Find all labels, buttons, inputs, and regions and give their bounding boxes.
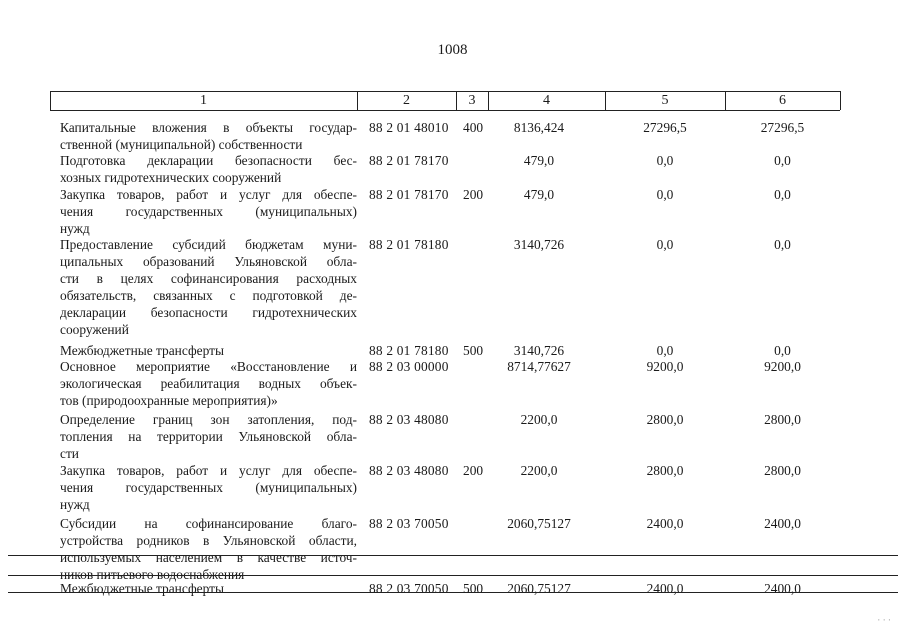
description-line: Предоставление субсидий бюджетам муни- — [60, 237, 357, 252]
description-line: ципальных образований Ульяновской обла- — [60, 254, 357, 269]
description-line: Субсидии на софинансирование благо- — [60, 516, 357, 531]
row-code: 88 2 03 48080 — [369, 463, 449, 478]
description-line: ственной (муниципальной) собственности — [60, 137, 303, 152]
separator-line — [8, 575, 898, 576]
row-description — [60, 186, 357, 237]
scan-dots: ⋅ ⋅ ⋅ — [877, 615, 891, 625]
column-header-3: 3 — [468, 93, 476, 108]
row-value-col5: 0,0 — [656, 343, 674, 358]
description-line: ников питьевого водоснабжения — [60, 567, 245, 582]
row-expense-type: 500 — [463, 581, 484, 596]
row-value-col4: 2200,0 — [520, 412, 558, 427]
header-divider — [840, 91, 841, 110]
row-value-col6: 0,0 — [774, 153, 791, 168]
row-description — [60, 580, 357, 597]
header-top-border — [50, 91, 840, 92]
row-value-col5: 0,0 — [656, 187, 674, 202]
row-value-col5: 27296,5 — [643, 120, 687, 135]
row-value-col5: 2800,0 — [646, 412, 684, 427]
row-code: 88 2 03 48080 — [369, 412, 449, 427]
row-value-col5: 2400,0 — [646, 516, 684, 531]
column-header-5: 5 — [661, 93, 669, 108]
row-value-col4: 3140,726 — [513, 237, 565, 252]
description-line: экологическая реабилитация водных объек- — [60, 376, 357, 391]
description-line: Капитальные вложения в объекты государ- — [60, 120, 357, 135]
column-header-6: 6 — [779, 93, 786, 108]
row-description — [60, 358, 357, 409]
description-line: нужд — [60, 221, 90, 236]
row-description — [60, 342, 357, 359]
description-line: Определение границ зон затопления, под- — [60, 412, 357, 427]
row-value-col4: 479,0 — [523, 153, 555, 168]
description-line: топления на территории Ульяновской обла- — [60, 429, 357, 444]
separator-line — [8, 592, 898, 593]
row-value-col4: 8136,424 — [513, 120, 565, 135]
description-line: декларации безопасности гидротехнических — [60, 305, 357, 320]
row-code: 88 2 01 78180 — [369, 343, 449, 358]
row-value-col6: 0,0 — [774, 343, 791, 358]
description-line: обязательств, связанных с подготовкой де- — [60, 288, 357, 303]
column-header-2: 2 — [403, 93, 410, 108]
row-value-col5: 9200,0 — [646, 359, 684, 374]
row-value-col5: 0,0 — [656, 237, 674, 252]
description-line: Закупка товаров, работ и услуг для обеспе- — [60, 463, 357, 478]
row-expense-type: 500 — [463, 343, 484, 358]
row-code: 88 2 01 78170 — [369, 187, 449, 202]
description-line: чения государственных (муниципальных) — [60, 204, 357, 219]
row-value-col6: 2400,0 — [764, 516, 801, 531]
row-value-col5: 2400,0 — [646, 581, 684, 596]
header-bottom-border — [50, 110, 840, 111]
description-line: устройства родников в Ульяновской области, — [60, 533, 357, 548]
row-value-col4: 479,0 — [523, 187, 555, 202]
row-value-col6: 0,0 — [774, 237, 791, 252]
row-value-col6: 2400,0 — [764, 581, 801, 596]
column-header-4: 4 — [543, 93, 550, 108]
row-code: 88 2 03 70050 — [369, 581, 449, 596]
row-value-col4: 2060,75127 — [507, 516, 571, 531]
row-value-col6: 0,0 — [774, 187, 791, 202]
page-number: 1008 — [437, 42, 468, 58]
row-value-col4: 3140,726 — [513, 343, 565, 358]
row-code: 88 2 03 00000 — [369, 359, 449, 374]
description-line: Закупка товаров, работ и услуг для обеспе- — [60, 187, 357, 202]
description-line: Межбюджетные трансферты — [60, 581, 224, 596]
row-description — [60, 462, 357, 513]
row-value-col4: 2200,0 — [520, 463, 558, 478]
description-line: сти — [60, 446, 79, 461]
description-line: хозных гидротехнических сооружений — [60, 170, 282, 185]
row-description — [60, 236, 357, 338]
row-expense-type: 200 — [463, 187, 484, 202]
row-expense-type: 400 — [463, 120, 484, 135]
description-line: Межбюджетные трансферты — [60, 343, 224, 358]
row-expense-type: 200 — [463, 463, 484, 478]
description-line: сти в целях софинансирования расходных — [60, 271, 357, 286]
description-line: сооружений — [60, 322, 129, 337]
row-code: 88 2 01 78180 — [369, 237, 449, 252]
description-line: тов (природоохранные мероприятия)» — [60, 393, 278, 408]
row-value-col4: 8714,77627 — [507, 359, 571, 374]
description-line: чения государственных (муниципальных) — [60, 480, 357, 495]
row-value-col6: 9200,0 — [764, 359, 801, 374]
row-description — [60, 119, 357, 153]
row-description — [60, 152, 357, 186]
row-code: 88 2 01 78170 — [369, 153, 449, 168]
row-code: 88 2 01 48010 — [369, 120, 449, 135]
row-value-col5: 2800,0 — [646, 463, 684, 478]
separator-line — [8, 555, 898, 556]
row-value-col6: 2800,0 — [764, 463, 801, 478]
row-value-col6: 2800,0 — [764, 412, 801, 427]
row-value-col4: 2060,75127 — [507, 581, 571, 596]
row-code: 88 2 03 70050 — [369, 516, 449, 531]
description-line: Основное мероприятие «Восстановление и — [60, 359, 357, 374]
description-line: нужд — [60, 497, 90, 512]
row-description — [60, 515, 357, 583]
row-value-col6: 27296,5 — [760, 120, 805, 135]
row-value-col5: 0,0 — [656, 153, 674, 168]
description-line: Подготовка декларации безопасности бес- — [60, 153, 357, 168]
row-description — [60, 411, 357, 462]
column-header-1: 1 — [200, 93, 207, 108]
description-line: используемых населением в качестве источ- — [60, 550, 357, 565]
